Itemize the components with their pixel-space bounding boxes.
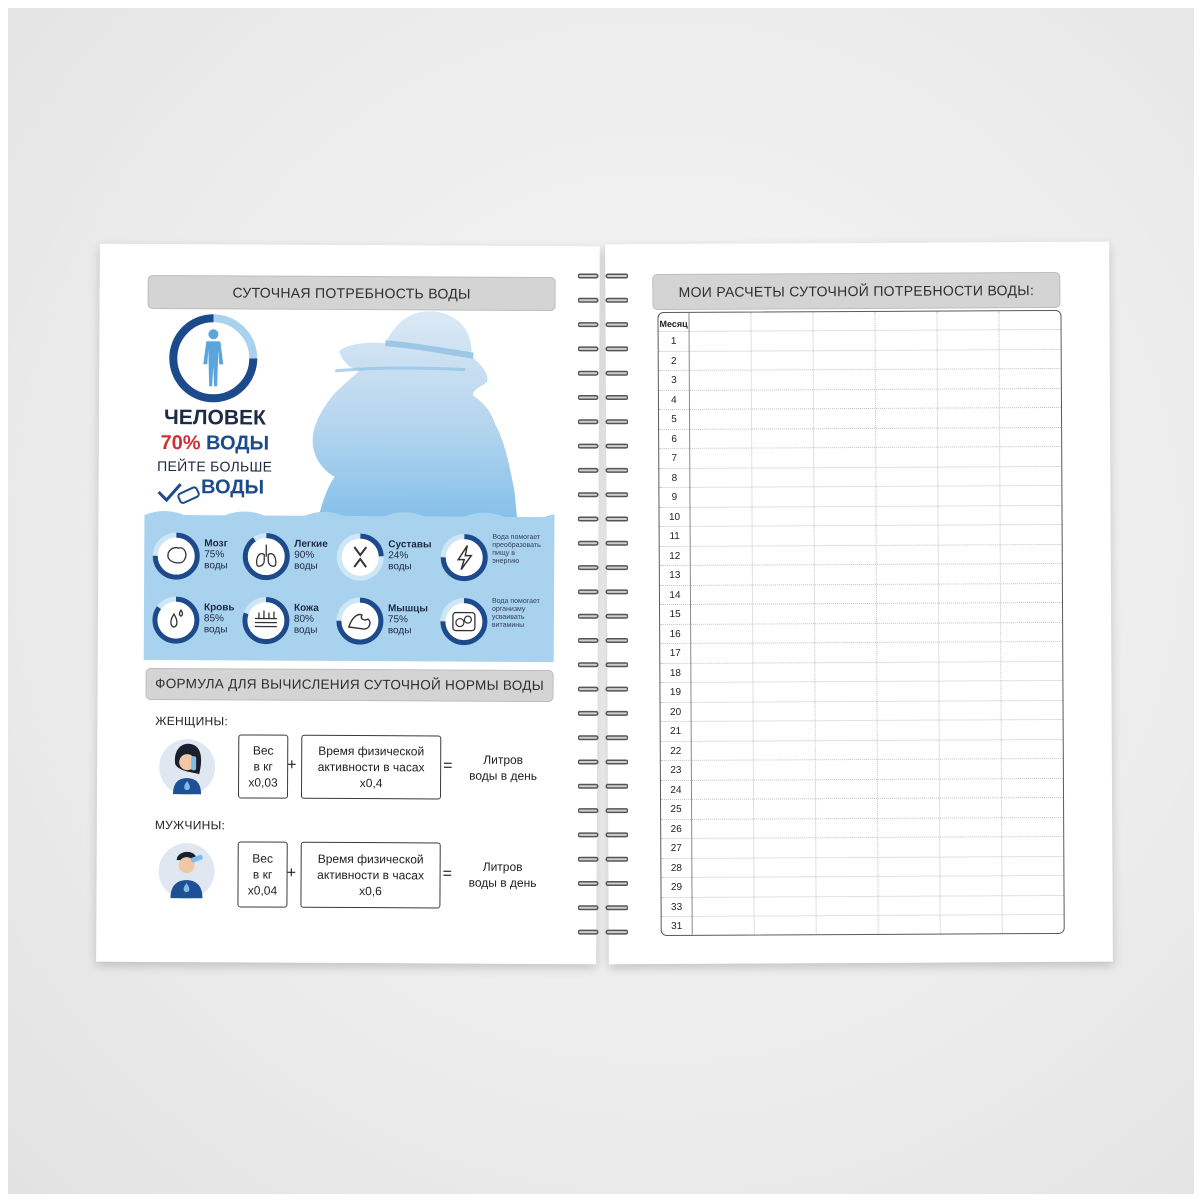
- day-number: 7: [671, 452, 678, 464]
- day-number: 25: [670, 803, 682, 815]
- headline-water: ВОДЫ: [201, 476, 265, 499]
- table-row: [661, 738, 1063, 760]
- woman-drinking-avatar: [159, 734, 215, 800]
- table-row: [660, 524, 1062, 546]
- day-number: 18: [669, 667, 681, 679]
- human-body-icon: [165, 310, 262, 407]
- table-row: [659, 368, 1061, 390]
- day-number: 3: [671, 374, 677, 386]
- day-number: 10: [668, 511, 681, 523]
- men-activity-box: Время физической активности в часах х0,6: [300, 842, 440, 909]
- left-page: [96, 244, 600, 965]
- day-number: 1: [670, 335, 677, 347]
- day-number: 13: [669, 569, 681, 581]
- page-title: СУТОЧНАЯ ПОТРЕБНОСТЬ ВОДЫ: [148, 275, 556, 311]
- woman-silhouette: [294, 311, 555, 532]
- muscle-icon: [336, 597, 384, 645]
- day-number: 16: [669, 628, 681, 640]
- day-number: 27: [670, 842, 682, 854]
- women-weight-box: Вес в кг х0,03: [238, 734, 288, 798]
- table-row: [660, 660, 1062, 682]
- table-row: [659, 348, 1061, 370]
- table-row: [659, 387, 1061, 409]
- table-row: [660, 641, 1062, 663]
- day-number: 5: [671, 413, 677, 425]
- percent-value: 70%: [160, 432, 201, 455]
- vitamins-icon: [440, 597, 488, 645]
- day-number: 33: [670, 901, 683, 913]
- joint-icon: [336, 533, 384, 581]
- headline-drink-more: ПЕЙТЕ БОЛЬШЕ: [157, 457, 273, 475]
- table-row: [659, 465, 1061, 487]
- table-row: [659, 504, 1061, 526]
- men-weight-box: Вес в кг х0,04: [237, 841, 287, 907]
- headline-human: ЧЕЛОВЕК: [163, 406, 266, 430]
- men-result: Литров воды в день: [468, 859, 537, 890]
- day-number: 6: [671, 433, 677, 445]
- day-number: 21: [670, 725, 682, 737]
- day-number: 20: [669, 706, 682, 718]
- day-number: 24: [670, 784, 682, 796]
- day-number: 19: [669, 686, 682, 698]
- table-row: [660, 582, 1062, 604]
- plus-sign: +: [287, 756, 297, 774]
- table-row: [659, 446, 1061, 468]
- water-log-table: [657, 310, 1064, 936]
- month-header: Месяц: [659, 318, 688, 330]
- women-label: ЖЕНЩИНЫ:: [155, 713, 229, 729]
- day-number: 22: [670, 745, 682, 757]
- day-number: 8: [671, 472, 678, 484]
- formula-title: ФОРМУЛА ДЛЯ ВЫЧИСЛЕНИЯ СУТОЧНОЙ НОРМЫ ВОДЫ: [145, 668, 553, 702]
- table-row: [661, 855, 1063, 877]
- women-activity-box: Время физической активности в часах х0,4: [301, 735, 441, 800]
- headline-percent: [145, 432, 285, 456]
- man-drinking-avatar: [158, 838, 214, 904]
- right-page: [605, 242, 1113, 965]
- day-number: 14: [669, 589, 681, 601]
- lungs-icon: [242, 532, 290, 580]
- spiral-binding: [578, 268, 628, 948]
- day-number: 31: [671, 920, 683, 932]
- day-number: 26: [670, 823, 682, 835]
- equals-sign: =: [442, 865, 452, 883]
- day-number: 28: [670, 862, 682, 874]
- table-row: [662, 894, 1064, 916]
- drops-icon: [152, 596, 200, 644]
- lightning-icon: [440, 533, 488, 581]
- day-number: 12: [669, 550, 681, 562]
- infographic: ЧЕЛОВЕК 70% ВОДЫ ПЕЙТЕ БОЛЬШЕ ВОДЫ Мозг 75% воды Легкие 90% воды Суставы 24% воды Вода помогает преобразовать пищу в энергию Кровь 85% воды Кожа 80% воды Мышцы 75% воды Вода помогает организму усваивать витамины: [144, 310, 556, 662]
- table-row: [661, 875, 1063, 897]
- water-word: ВОДЫ: [206, 432, 270, 455]
- table-row: [659, 329, 1061, 351]
- table-row: [661, 836, 1063, 858]
- table-row: [661, 719, 1063, 741]
- table-row: [660, 602, 1062, 624]
- table-row: [660, 680, 1062, 702]
- table-row: [660, 563, 1062, 585]
- day-number: 11: [669, 530, 680, 542]
- table-row: [661, 797, 1063, 819]
- day-number: 9: [671, 491, 678, 503]
- day-number: 23: [670, 764, 682, 776]
- skin-icon: [242, 596, 290, 644]
- table-row: [660, 543, 1062, 565]
- table-row: [661, 777, 1063, 799]
- plus-sign: +: [286, 864, 296, 882]
- table-row: [659, 485, 1061, 507]
- wave-decoration: [144, 507, 554, 521]
- day-number: 4: [671, 394, 677, 406]
- table-row: [660, 621, 1062, 643]
- equals-sign: =: [443, 757, 453, 775]
- women-result: Литров воды в день: [469, 752, 538, 783]
- table-row: [661, 758, 1063, 780]
- men-label: МУЖЧИНЫ:: [154, 817, 226, 833]
- page-title: МОИ РАСЧЕТЫ СУТОЧНОЙ ПОТРЕБНОСТИ ВОДЫ:: [652, 272, 1060, 310]
- table-row: [662, 914, 1064, 936]
- day-number: 29: [670, 881, 683, 893]
- table-row: [659, 426, 1061, 448]
- day-number: 17: [669, 647, 681, 659]
- table-row: [661, 699, 1063, 721]
- table-row: [661, 816, 1063, 838]
- day-number: 15: [669, 608, 681, 620]
- day-number: 2: [670, 355, 677, 367]
- table-row: [659, 407, 1061, 429]
- brain-icon: [152, 532, 200, 580]
